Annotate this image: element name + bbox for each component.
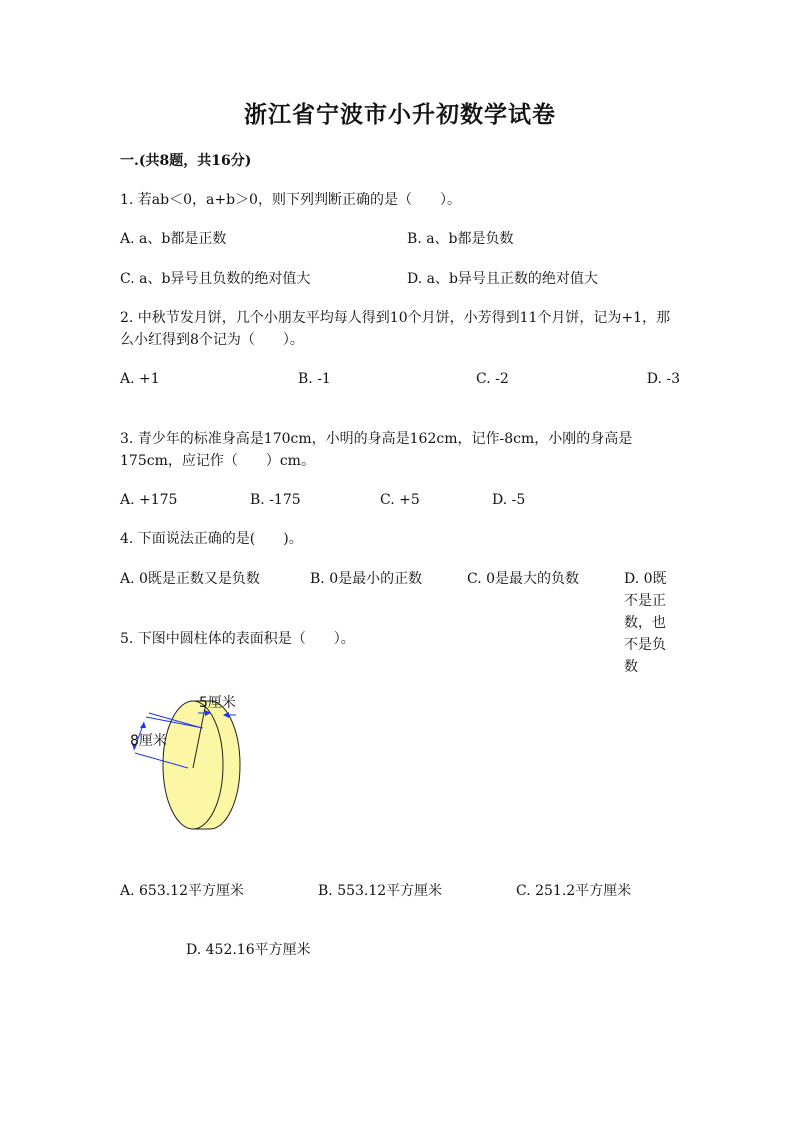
- radius-label: 8厘米: [130, 733, 167, 749]
- question-5-option-d: D. 452.16平方厘米: [186, 942, 311, 958]
- height-label: 5厘米: [199, 695, 236, 711]
- question-3-option-a: A. +175: [120, 492, 178, 508]
- question-2-option-c: C. -2: [476, 371, 509, 387]
- question-2-option-a: A. +1: [120, 371, 160, 387]
- cylinder-front-face: [163, 701, 223, 829]
- question-4-option-d-text: D. 0既不是正数，也不是负数: [624, 571, 667, 675]
- question-1-option-c: C. a、b异号且负数的绝对值大: [120, 271, 311, 287]
- question-1-option-d: D. a、b异号且正数的绝对值大: [407, 271, 598, 287]
- question-2-option-d: D. -3: [646, 371, 680, 387]
- question-5-stem: 5. 下图中圆柱体的表面积是（ ）。: [120, 631, 355, 647]
- question-5-option-b: B. 553.12平方厘米: [318, 883, 443, 899]
- question-2-stem: 2. 中秋节发月饼，几个小朋友平均每人得到10个月饼，小芳得到11个月饼，记为+1，那么小红得到8个记为（ ）。: [120, 310, 671, 348]
- question-3-option-d: D. -5: [492, 492, 526, 508]
- question-4-option-d: [624, 568, 672, 678]
- question-3-stem: 3. 青少年的标准身高是170cm，小明的身高是162cm，记作-8cm，小刚的身高是175cm，应记作（ ）cm。: [120, 431, 633, 469]
- question-5-option-a: A. 653.12平方厘米: [120, 883, 244, 899]
- question-5-option-c: C. 251.2平方厘米: [516, 883, 632, 899]
- question-1-option-b: B. a、b都是负数: [407, 231, 514, 247]
- question-4-option-a: A. 0既是正数又是负数: [120, 571, 260, 587]
- question-4-option-c: C. 0是最大的负数: [467, 571, 580, 587]
- question-3-option-c: C. +5: [380, 492, 420, 508]
- question-3-option-b: B. -175: [250, 492, 301, 508]
- question-4-option-b: B. 0是最小的正数: [310, 571, 423, 587]
- cylinder-figure: [118, 688, 258, 838]
- question-1-stem: 1. 若ab＜0，a+b＞0，则下列判断正确的是（ ）。: [120, 192, 461, 208]
- question-2-option-b: B. -1: [298, 371, 331, 387]
- question-4-stem: 4. 下面说法正确的是( )。: [120, 531, 303, 547]
- page-title: 浙江省宁波市小升初数学试卷: [244, 101, 556, 128]
- question-1-option-a: A. a、b都是正数: [120, 231, 227, 247]
- section-heading: 一.(共8题，共16分): [120, 153, 252, 169]
